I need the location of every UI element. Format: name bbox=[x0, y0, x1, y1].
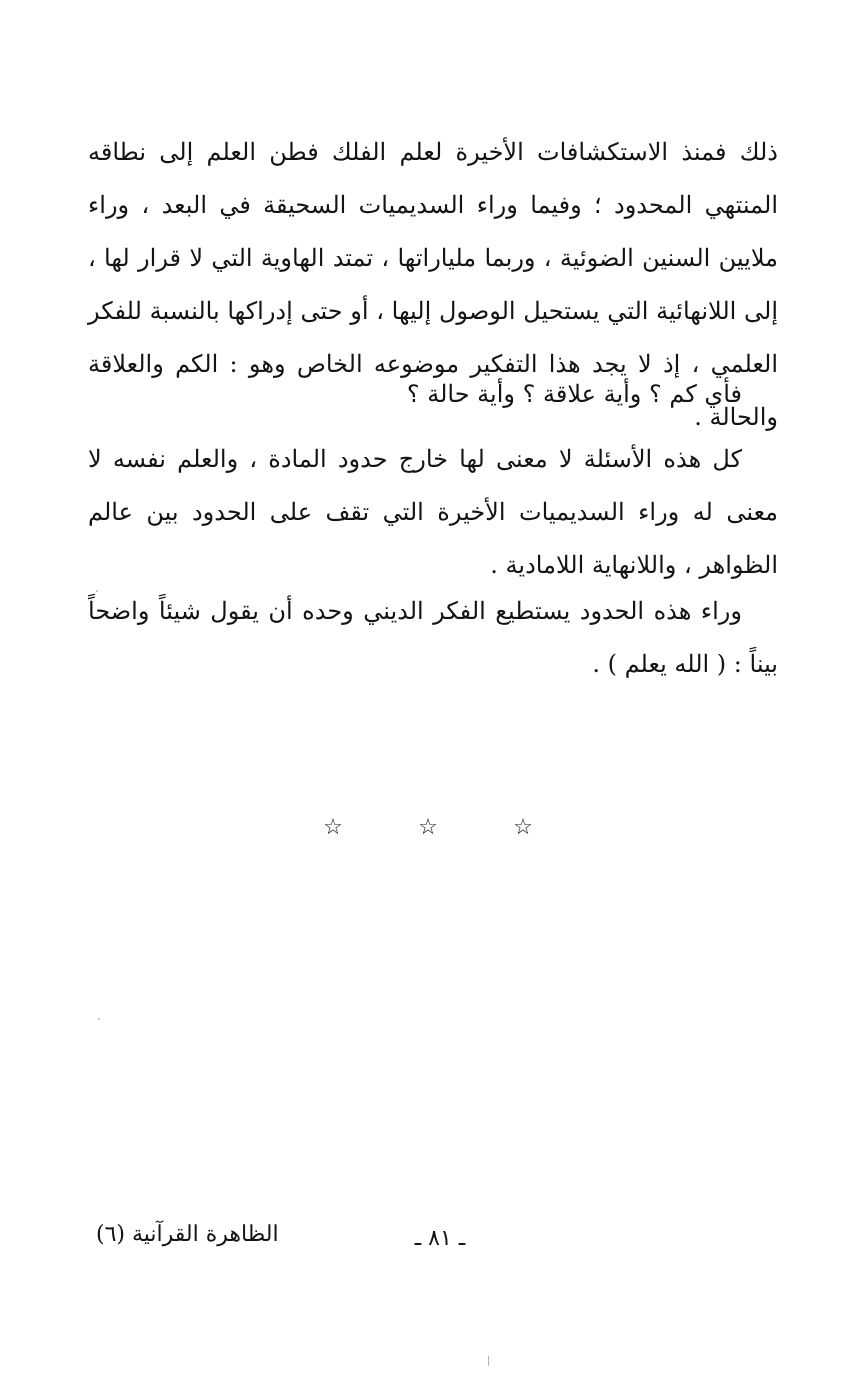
paragraph-3: كل هذه الأسئلة لا معنى لها خارج حدود المادة ، والعلم نفسه لا معنى له وراء السديميات الأخيرة التي تقف على الحدود بين عالم الظواهر ، واللانهاية اللامادية . bbox=[88, 445, 778, 579]
running-title: الظاهرة القرآنية (٦) bbox=[96, 1222, 279, 1247]
star-outline-icon: ☆ bbox=[418, 815, 438, 840]
scan-speck bbox=[98, 1018, 100, 1020]
paragraph-1: ذلك فمنذ الاستكشافات الأخيرة لعلم الفلك فطن العلم إلى نطاقه المنتهي المحدود ؛ وفيما وراء السديميات السحيقة في البعد ، وراء ملايين السنين الضوئية ، وربما ملياراتها ، تمتد الهاوية التي لا قرار لها ، إلى اللانهائية التي يستحيل الوصول إليها ، أو حتى إدراكها بالنسبة للفكر العلمي ، إذ لا يجد هذا التفكير موضوعه الخاص وهو : الكم والعلاقة والحالة . bbox=[88, 138, 778, 431]
star-outline-icon: ☆ bbox=[513, 815, 533, 840]
paragraph-2: فأي كم ؟ وأية علاقة ؟ وأية حالة ؟ bbox=[406, 380, 742, 408]
paragraph-4: وراء هذه الحدود يستطيع الفكر الديني وحده أن يقول شيئاً واضحاً بيناً : ( الله يعلم ) . bbox=[88, 597, 778, 678]
page-number: ـ ٨١ ـ bbox=[414, 1226, 466, 1251]
section-separator bbox=[0, 815, 856, 840]
scan-speck bbox=[488, 1356, 489, 1366]
scan-speck bbox=[96, 590, 98, 592]
star-outline-icon: ☆ bbox=[323, 815, 343, 840]
